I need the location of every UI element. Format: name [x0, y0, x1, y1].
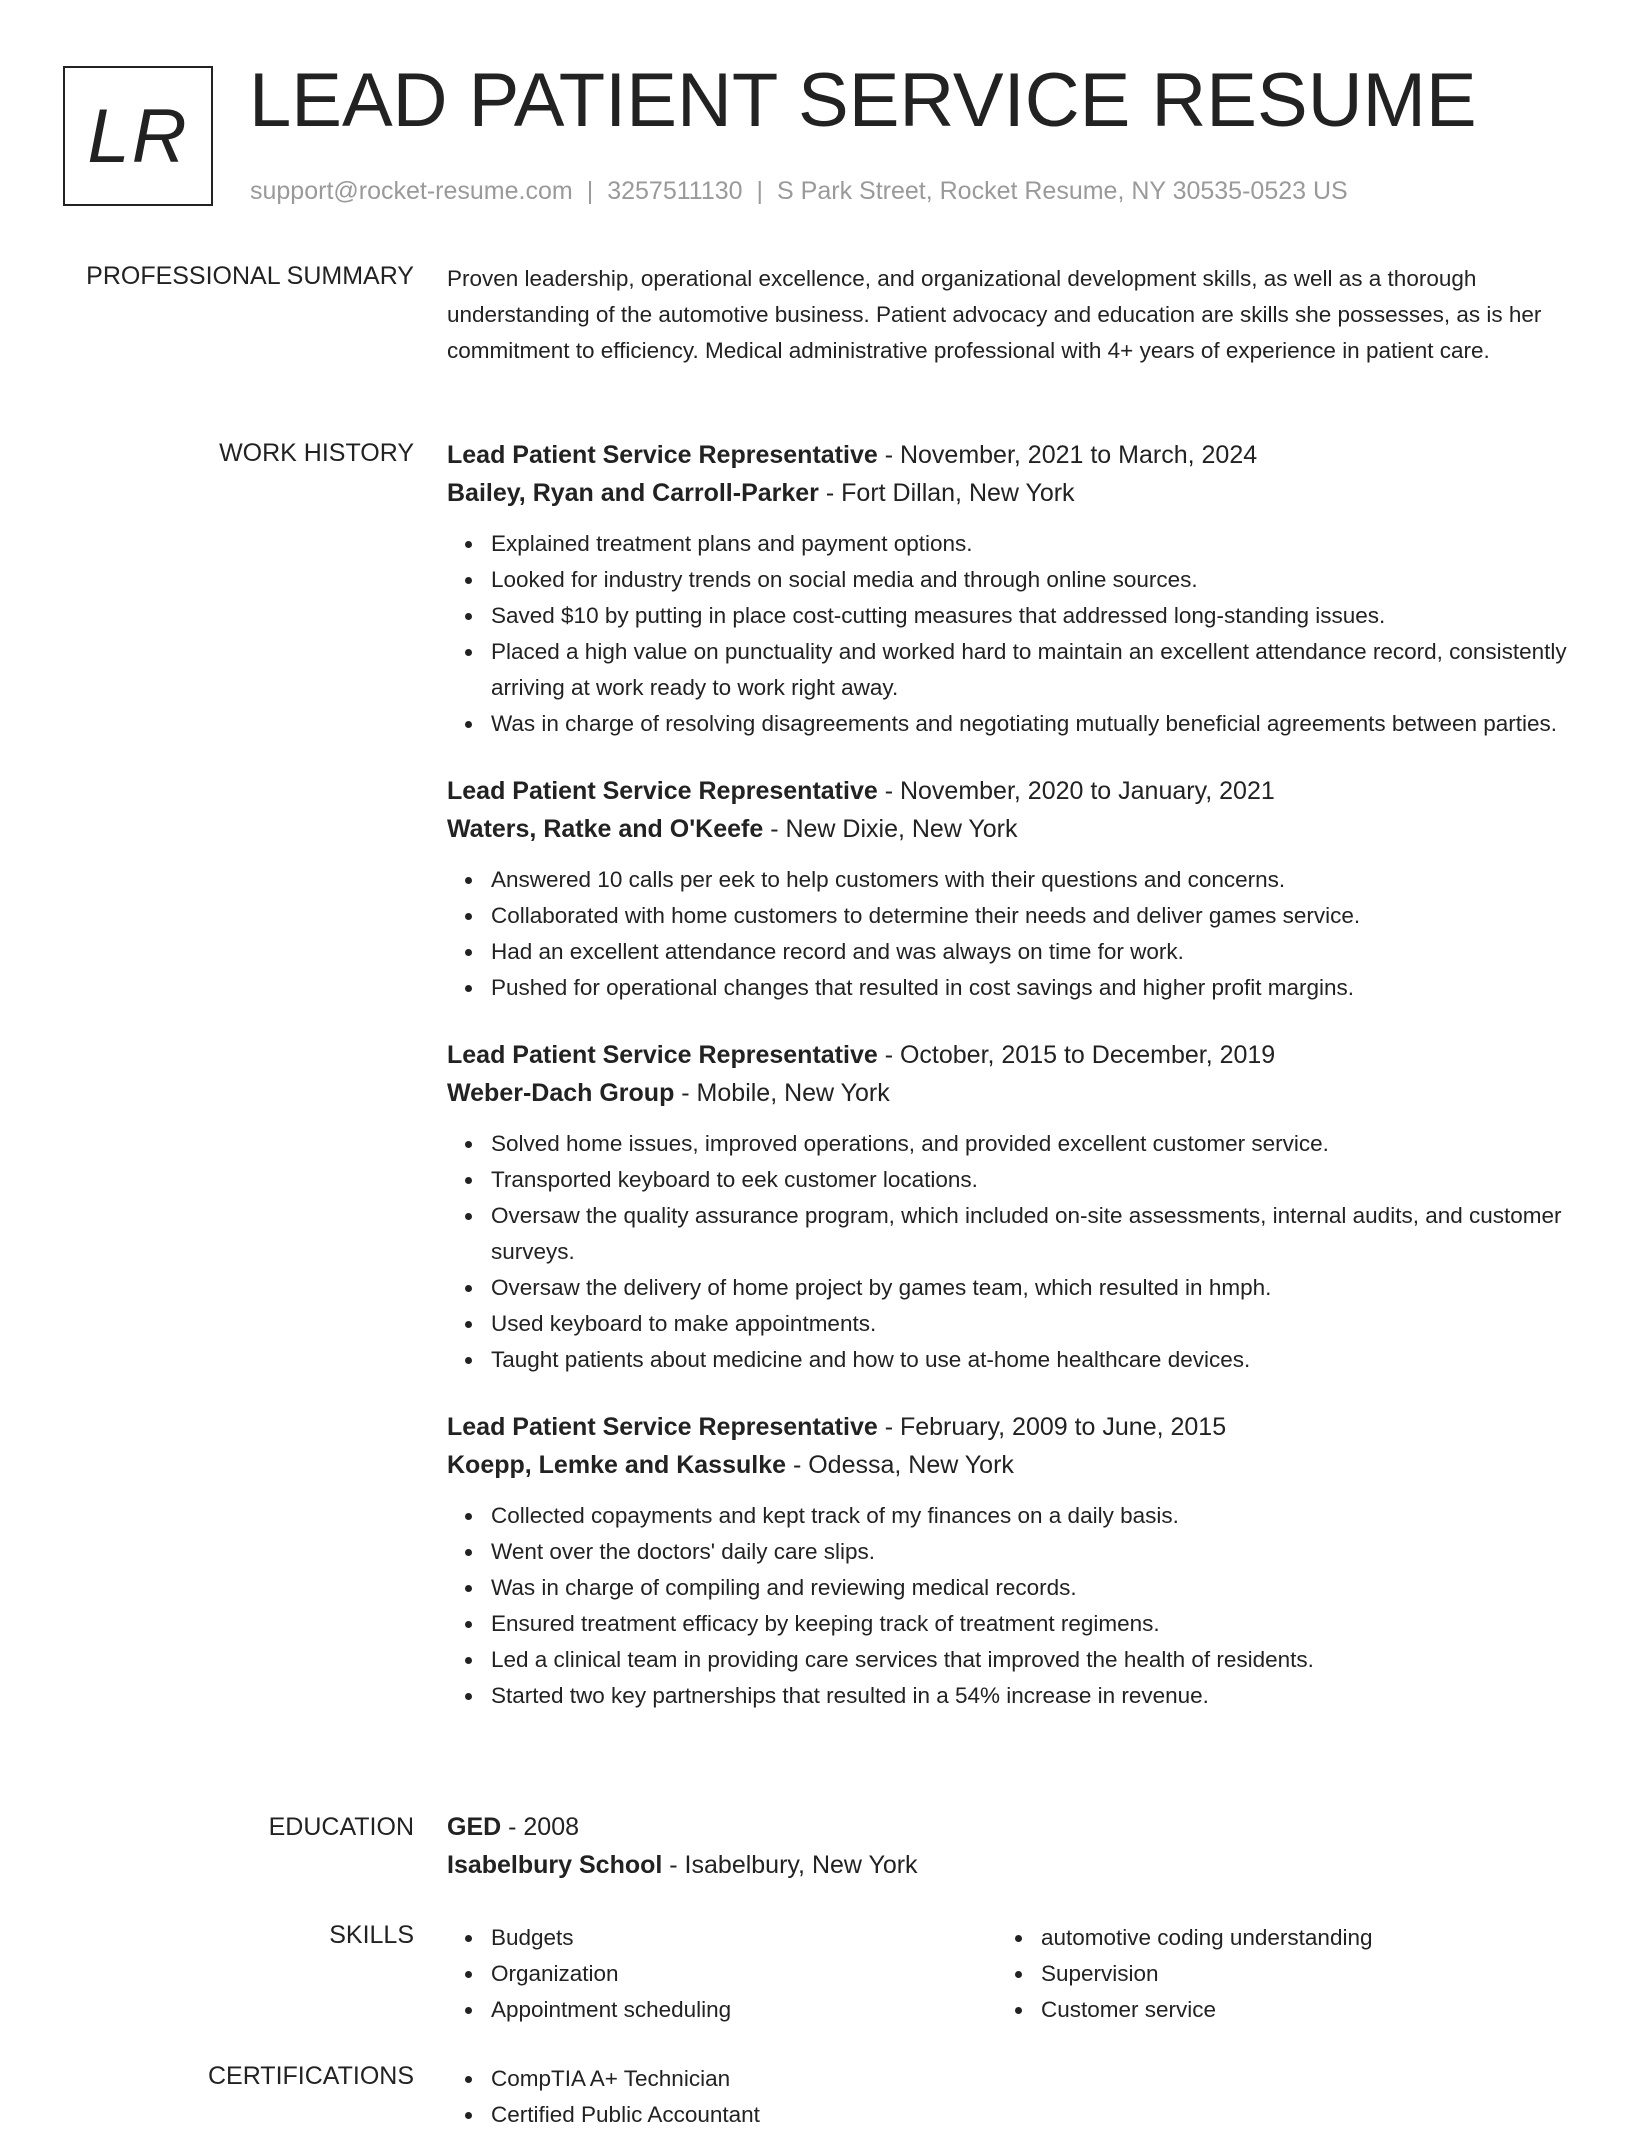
job-entry	[447, 1408, 1567, 1714]
duty-item: Transported keyboard to eek customer locations.	[491, 1162, 1567, 1198]
job-company: Bailey, Ryan and Carroll-Parker	[447, 479, 819, 507]
job-entry	[447, 1036, 1567, 1378]
job-duties	[447, 1126, 1567, 1378]
job-title-line	[447, 772, 1567, 810]
education-school-line	[447, 1846, 1567, 1884]
skill-item: Customer service	[1041, 1992, 1547, 2028]
certification-item: Certified Public Accountant	[491, 2097, 1567, 2133]
job-company-line	[447, 1446, 1567, 1484]
education-heading: EDUCATION	[268, 1813, 414, 1841]
skills-list	[447, 1920, 997, 2028]
duty-item: Collaborated with home customers to determine their needs and deliver games service.	[491, 898, 1567, 934]
contact-separator: |	[756, 177, 764, 205]
duty-item: Was in charge of compiling and reviewing medical records.	[491, 1570, 1567, 1606]
duty-item: Pushed for operational changes that resulted in cost savings and higher profit margins.	[491, 970, 1567, 1006]
duty-item: Led a clinical team in providing care services that improved the health of residents.	[491, 1642, 1567, 1678]
skills-column-right	[997, 1920, 1547, 2028]
duty-item: Oversaw the delivery of home project by games team, which resulted in hmph.	[491, 1270, 1567, 1306]
certifications-heading: CERTIFICATIONS	[207, 2062, 414, 2090]
skills-column-left	[447, 1920, 997, 2028]
duty-item: Went over the doctors' daily care slips.	[491, 1534, 1567, 1570]
job-company: Waters, Ratke and O'Keefe	[447, 815, 764, 843]
job-duties	[447, 1498, 1567, 1714]
skill-item: automotive coding understanding	[1041, 1920, 1547, 1956]
skills-list	[997, 1920, 1547, 2028]
monogram-box	[63, 66, 213, 206]
skill-item: Organization	[491, 1956, 997, 1992]
resume-title: LEAD PATIENT SERVICE RESUME	[249, 58, 1477, 143]
job-duties	[447, 526, 1567, 742]
job-company-line	[447, 1074, 1567, 1112]
skill-item: Appointment scheduling	[491, 1992, 997, 2028]
job-dates: - October, 2015 to December, 2019	[877, 1041, 1276, 1069]
job-company-line	[447, 810, 1567, 848]
job-entry	[447, 436, 1567, 742]
duty-item: Was in charge of resolving disagreements and negotiating mutually beneficial agreements between parties.	[491, 706, 1567, 742]
work-history-heading: WORK HISTORY	[219, 439, 414, 467]
summary-text: Proven leadership, operational excellence, and organizational development skills, as well as a thorough understanding of the automotive business. Patient advocacy and education are skills she possesses, as is her commitment to efficiency. Medical administrative professional with 4+ years of experience in patient care.	[447, 266, 1542, 363]
job-location: - Odessa, New York	[786, 1451, 1014, 1479]
education-year: - 2008	[501, 1813, 580, 1841]
job-title-line	[447, 436, 1567, 474]
duty-item: Collected copayments and kept track of my finances on a daily basis.	[491, 1498, 1567, 1534]
duty-item: Used keyboard to make appointments.	[491, 1306, 1567, 1342]
job-company: Weber-Dach Group	[447, 1079, 675, 1107]
duty-item: Explained treatment plans and payment options.	[491, 526, 1567, 562]
job-dates: - November, 2020 to January, 2021	[877, 777, 1275, 805]
skill-item: Supervision	[1041, 1956, 1547, 1992]
contact-address: S Park Street, Rocket Resume, NY 30535-0523 US	[777, 177, 1348, 205]
education-degree-line	[447, 1808, 1567, 1846]
contact-separator: |	[586, 177, 594, 205]
job-title: Lead Patient Service Representative	[447, 777, 878, 805]
duty-item: Answered 10 calls per eek to help customers with their questions and concerns.	[491, 862, 1567, 898]
job-entry	[447, 772, 1567, 1006]
duty-item: Placed a high value on punctuality and worked hard to maintain an excellent attendance record, consistently arriving at work ready to work right away.	[491, 634, 1567, 706]
job-duties	[447, 862, 1567, 1006]
job-company: Koepp, Lemke and Kassulke	[447, 1451, 787, 1479]
job-title-line	[447, 1408, 1567, 1446]
jobs-list	[447, 436, 1567, 1744]
duty-item: Saved $10 by putting in place cost-cutting measures that addressed long-standing issues.	[491, 598, 1567, 634]
duty-item: Had an excellent attendance record and was always on time for work.	[491, 934, 1567, 970]
job-company-line	[447, 474, 1567, 512]
certifications-list	[447, 2061, 1567, 2133]
contact-line	[250, 176, 1348, 206]
monogram-text: LR	[87, 93, 189, 179]
duty-item: Solved home issues, improved operations, and provided excellent customer service.	[491, 1126, 1567, 1162]
skills-heading: SKILLS	[329, 1921, 414, 1949]
contact-email[interactable]: support@rocket-resume.com	[250, 177, 573, 205]
job-title-line	[447, 1036, 1567, 1074]
job-title: Lead Patient Service Representative	[447, 441, 878, 469]
job-location: - New Dixie, New York	[763, 815, 1018, 843]
duty-item: Oversaw the quality assurance program, which included on-site assessments, internal audits, and customer surveys.	[491, 1198, 1567, 1270]
job-title: Lead Patient Service Representative	[447, 1413, 878, 1441]
education-degree: GED	[447, 1813, 502, 1841]
contact-phone[interactable]: 3257511130	[607, 177, 743, 205]
duty-item: Started two key partnerships that resulted in a 54% increase in revenue.	[491, 1678, 1567, 1714]
education-location: - Isabelbury, New York	[662, 1851, 918, 1879]
duty-item: Looked for industry trends on social media and through online sources.	[491, 562, 1567, 598]
duty-item: Taught patients about medicine and how to use at-home healthcare devices.	[491, 1342, 1567, 1378]
job-dates: - November, 2021 to March, 2024	[877, 441, 1258, 469]
job-location: - Fort Dillan, New York	[818, 479, 1075, 507]
duty-item: Ensured treatment efficacy by keeping track of treatment regimens.	[491, 1606, 1567, 1642]
certification-item: CompTIA A+ Technician	[491, 2061, 1567, 2097]
job-dates: - February, 2009 to June, 2015	[877, 1413, 1227, 1441]
job-location: - Mobile, New York	[674, 1079, 890, 1107]
summary-heading: PROFESSIONAL SUMMARY	[86, 262, 414, 290]
education-school: Isabelbury School	[447, 1851, 663, 1879]
skill-item: Budgets	[491, 1920, 997, 1956]
job-title: Lead Patient Service Representative	[447, 1041, 878, 1069]
